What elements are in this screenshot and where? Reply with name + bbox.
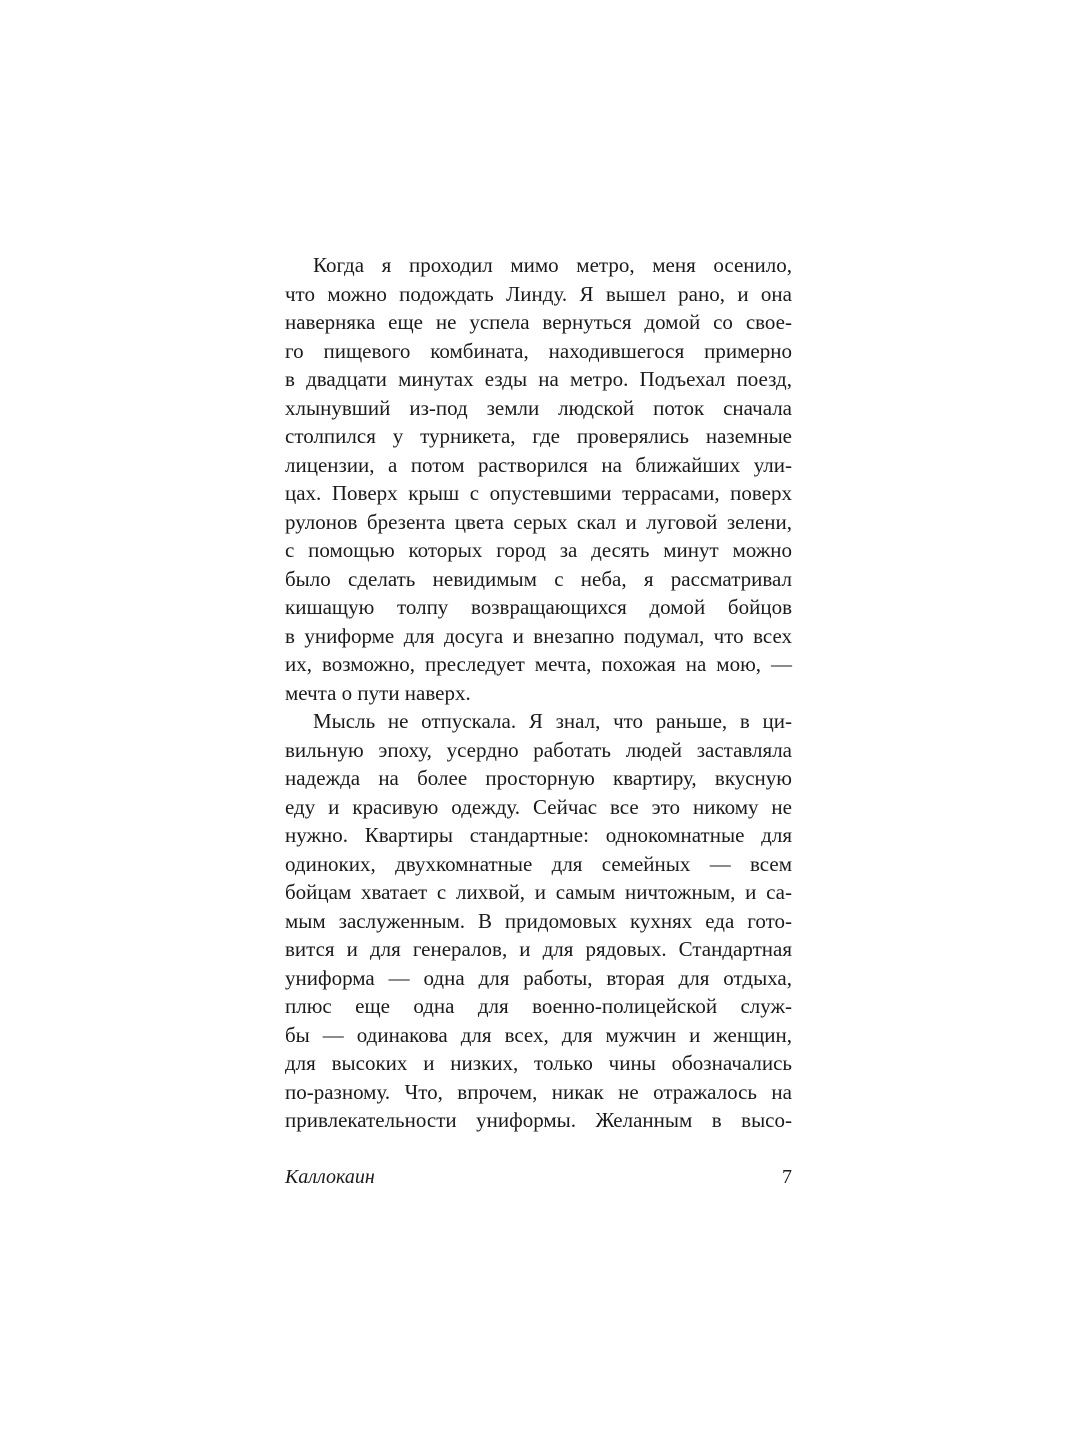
text-line: бы — одинакова для всех, для мужчин и женщин, xyxy=(285,1022,792,1047)
text-line: цах. Поверх крыш с опустевшими террасами, поверх xyxy=(285,481,792,505)
paragraph-2 xyxy=(285,707,792,1135)
text-line: вильную эпоху, усердно работать людей заставляла xyxy=(285,737,792,762)
text-line: еду и красивую одежду. Сейчас все это никому не xyxy=(285,794,792,819)
text-line: мым заслуженным. В придомовых кухнях еда гото- xyxy=(285,908,792,933)
text-line: лицензии, а потом растворился на ближайших ули- xyxy=(285,452,792,477)
text-line: го пищевого комбината, находившегося примерно xyxy=(285,338,792,363)
text-line: с помощью которых город за десять минут можно xyxy=(285,538,792,562)
text-line: бойцам хватает с лихвой, и самым ничтожным, и са- xyxy=(285,880,792,904)
text-line: плюс еще одна для военно-полицейской служ- xyxy=(285,994,792,1018)
text-line: хлынувший из-под земли людской поток сначала xyxy=(285,395,792,420)
text-line: нужно. Квартиры стандартные: однокомнатные для xyxy=(285,823,792,847)
text-line: что можно подождать Линду. Я вышел рано, и она xyxy=(285,281,792,306)
text-line: было сделать невидимым с неба, я рассматривал xyxy=(285,566,792,591)
text-line: Мысль не отпускала. Я знал, что раньше, в ци- xyxy=(313,709,792,733)
text-line: униформа — одна для работы, вторая для отдыха, xyxy=(285,965,792,990)
text-line: наверняка еще не успела вернуться домой со свое- xyxy=(285,310,792,334)
text-line: их, возможно, преследует мечта, похожая на мою, — xyxy=(285,652,792,676)
body-text xyxy=(285,251,792,1135)
text-line: одиноких, двухкомнатные для семейных — всем xyxy=(285,851,792,876)
text-line: столпился у турникета, где проверялись наземные xyxy=(285,424,792,448)
paragraph-1 xyxy=(285,251,792,707)
text-line: рулонов брезента цвета серых скал и луговой зелени, xyxy=(285,509,792,534)
text-line: по-разному. Что, впрочем, никак не отражалось на xyxy=(285,1079,792,1104)
text-line: в униформе для досуга и внезапно подумал, что всех xyxy=(285,623,792,648)
text-line: кишащую толпу возвращающихся домой бойцов xyxy=(285,595,792,619)
text-line: привлекательности униформы. Желанным в высо- xyxy=(285,1108,792,1132)
text-line: для высоких и низких, только чины обозначались xyxy=(285,1051,792,1075)
text-line: мечта о пути наверх. xyxy=(285,680,471,705)
page-number: 7 xyxy=(782,1166,792,1188)
text-line: Когда я проходил мимо метро, меня осенило, xyxy=(313,253,792,277)
text-line: вится и для генералов, и для рядовых. Стандартная xyxy=(285,937,792,961)
running-title: Каллокаин xyxy=(285,1166,375,1188)
text-line: надежда на более просторную квартиру, вкусную xyxy=(285,766,792,790)
text-line: в двадцати минутах езды на метро. Подъехал поезд, xyxy=(285,367,792,391)
